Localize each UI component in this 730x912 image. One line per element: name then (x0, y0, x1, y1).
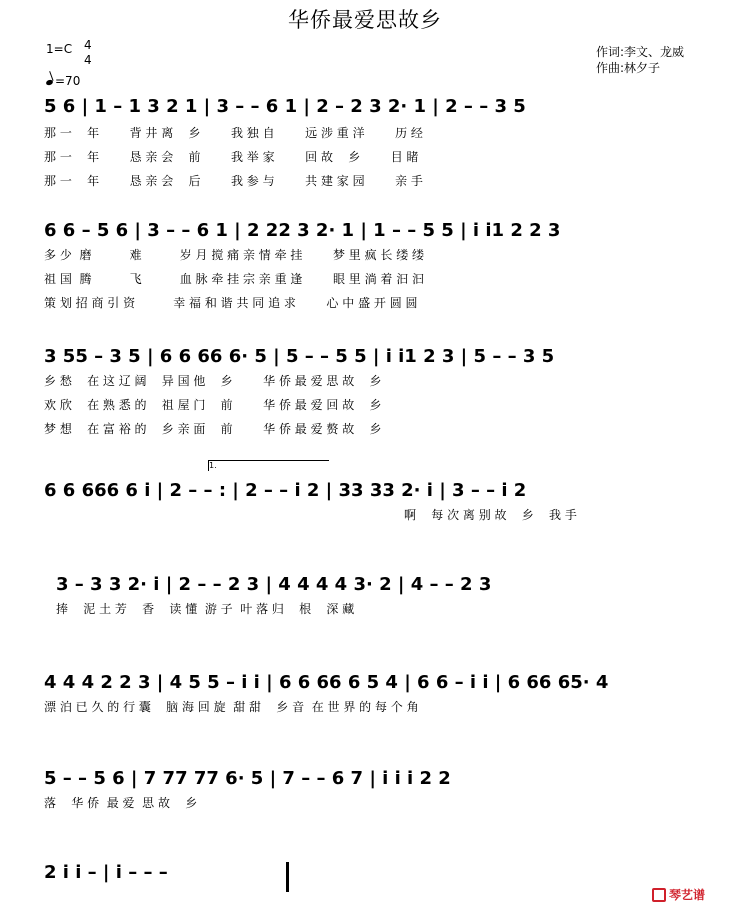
quarter-note-icon (45, 79, 53, 86)
notation-line: 5 6 | 1 – 1 3 2 1 | 3 – – 6 1 | 2 – 2 3 2· 1 | 2 – – 3 5 (44, 96, 526, 117)
lyrics-text: 那 一 年 背 井 离 乡 我 独 自 远 涉 重 洋 历 经 (44, 126, 423, 140)
lyrics-verse-3 (0, 172, 730, 190)
notation-line: 6 6 – 5 6 | 3 – – 6 1 | 2 22 3 2· 1 | 1 – – 5 5 | i i1 2 2 3 (44, 220, 561, 241)
composer: 作曲:林夕子 (596, 61, 661, 75)
lyrics-text: 策 划 招 商 引 资 幸 福 和 谐 共 同 追 求 心 中 盛 开 圆 圆 (44, 296, 418, 310)
lyrics-text: 啊 每 次 离 别 故 乡 我 手 (404, 508, 577, 522)
logo-icon (652, 888, 666, 902)
lyrics-text: 梦 想 在 富 裕 的 乡 亲 面 前 华 侨 最 爱 赘 故 乡 (44, 422, 382, 436)
time-signature-top: 4 (84, 38, 92, 52)
time-signature (84, 38, 92, 68)
lyrics-text: 多 少 磨 难 岁 月 搅 痛 亲 情 牵 挂 梦 里 疯 长 缕 缕 (44, 248, 425, 262)
notation-line: 3 – 3 3 2· i | 2 – – 2 3 | 4 4 4 4 3· 2 | 4 – – 2 3 (56, 574, 492, 595)
key-signature: 1=C (46, 42, 73, 56)
notation-line: 2 i i – | i – – – (44, 862, 168, 883)
lyrics-text: 那 一 年 恳 亲 会 后 我 参 与 共 建 家 园 亲 手 (44, 174, 423, 188)
notation-line: 3 55 – 3 5 | 6 6 66 6· 5 | 5 – – 5 5 | i i1 2 3 | 5 – – 3 5 (44, 346, 555, 367)
lyrics-text: 那 一 年 恳 亲 会 前 我 举 家 回 故 乡 目 睹 (44, 150, 419, 164)
time-signature-bottom: 4 (84, 53, 92, 67)
tempo-marking (46, 74, 80, 88)
lyricist: 作词:李文、龙威 (596, 45, 685, 59)
lyrics-text: 乡 愁 在 这 辽 阔 异 国 他 乡 华 侨 最 爱 思 故 乡 (44, 374, 382, 388)
score-title: 华侨最爱思故乡 (288, 8, 442, 32)
lyrics-text: 捧 泥 土 芳 香 读 懂 游 子 叶 落 归 根 深 藏 (56, 602, 355, 616)
lyrics-text: 祖 国 腾 飞 血 脉 牵 挂 宗 亲 重 逢 眼 里 淌 着 汩 汩 (44, 272, 425, 286)
credits (596, 44, 684, 76)
notation-line: 6 6 666 6 i | 2 – – : | 2 – – i 2 | 33 33 2· i | 3 – – i 2 (44, 480, 527, 501)
first-ending-bracket (208, 460, 329, 471)
final-barline (286, 862, 289, 892)
lyrics-verse-1 (0, 124, 730, 142)
lyrics-text: 漂 泊 已 久 的 行 囊 脑 海 回 旋 甜 甜 乡 音 在 世 界 的 每 个 角 (44, 700, 419, 714)
volta-label: 1. (209, 461, 217, 470)
lyrics-verse-2 (0, 148, 730, 166)
tempo-value: =70 (55, 74, 81, 88)
lyrics-text: 欢 欣 在 熟 悉 的 祖 屋 门 前 华 侨 最 爱 回 故 乡 (44, 398, 382, 412)
notation-line: 4 4 4 2 2 3 | 4 5 5 – i i | 6 6 66 6 5 4 | 6 6 – i i | 6 66 65· 4 (44, 672, 609, 693)
notation-line: 5 – – 5 6 | 7 77 77 6· 5 | 7 – – 6 7 | i i i 2 2 (44, 768, 451, 789)
site-logo (652, 886, 705, 903)
lyrics-text: 落 华 侨 最 爱 思 故 乡 (44, 796, 198, 810)
logo-text: 琴艺谱 (669, 888, 706, 902)
